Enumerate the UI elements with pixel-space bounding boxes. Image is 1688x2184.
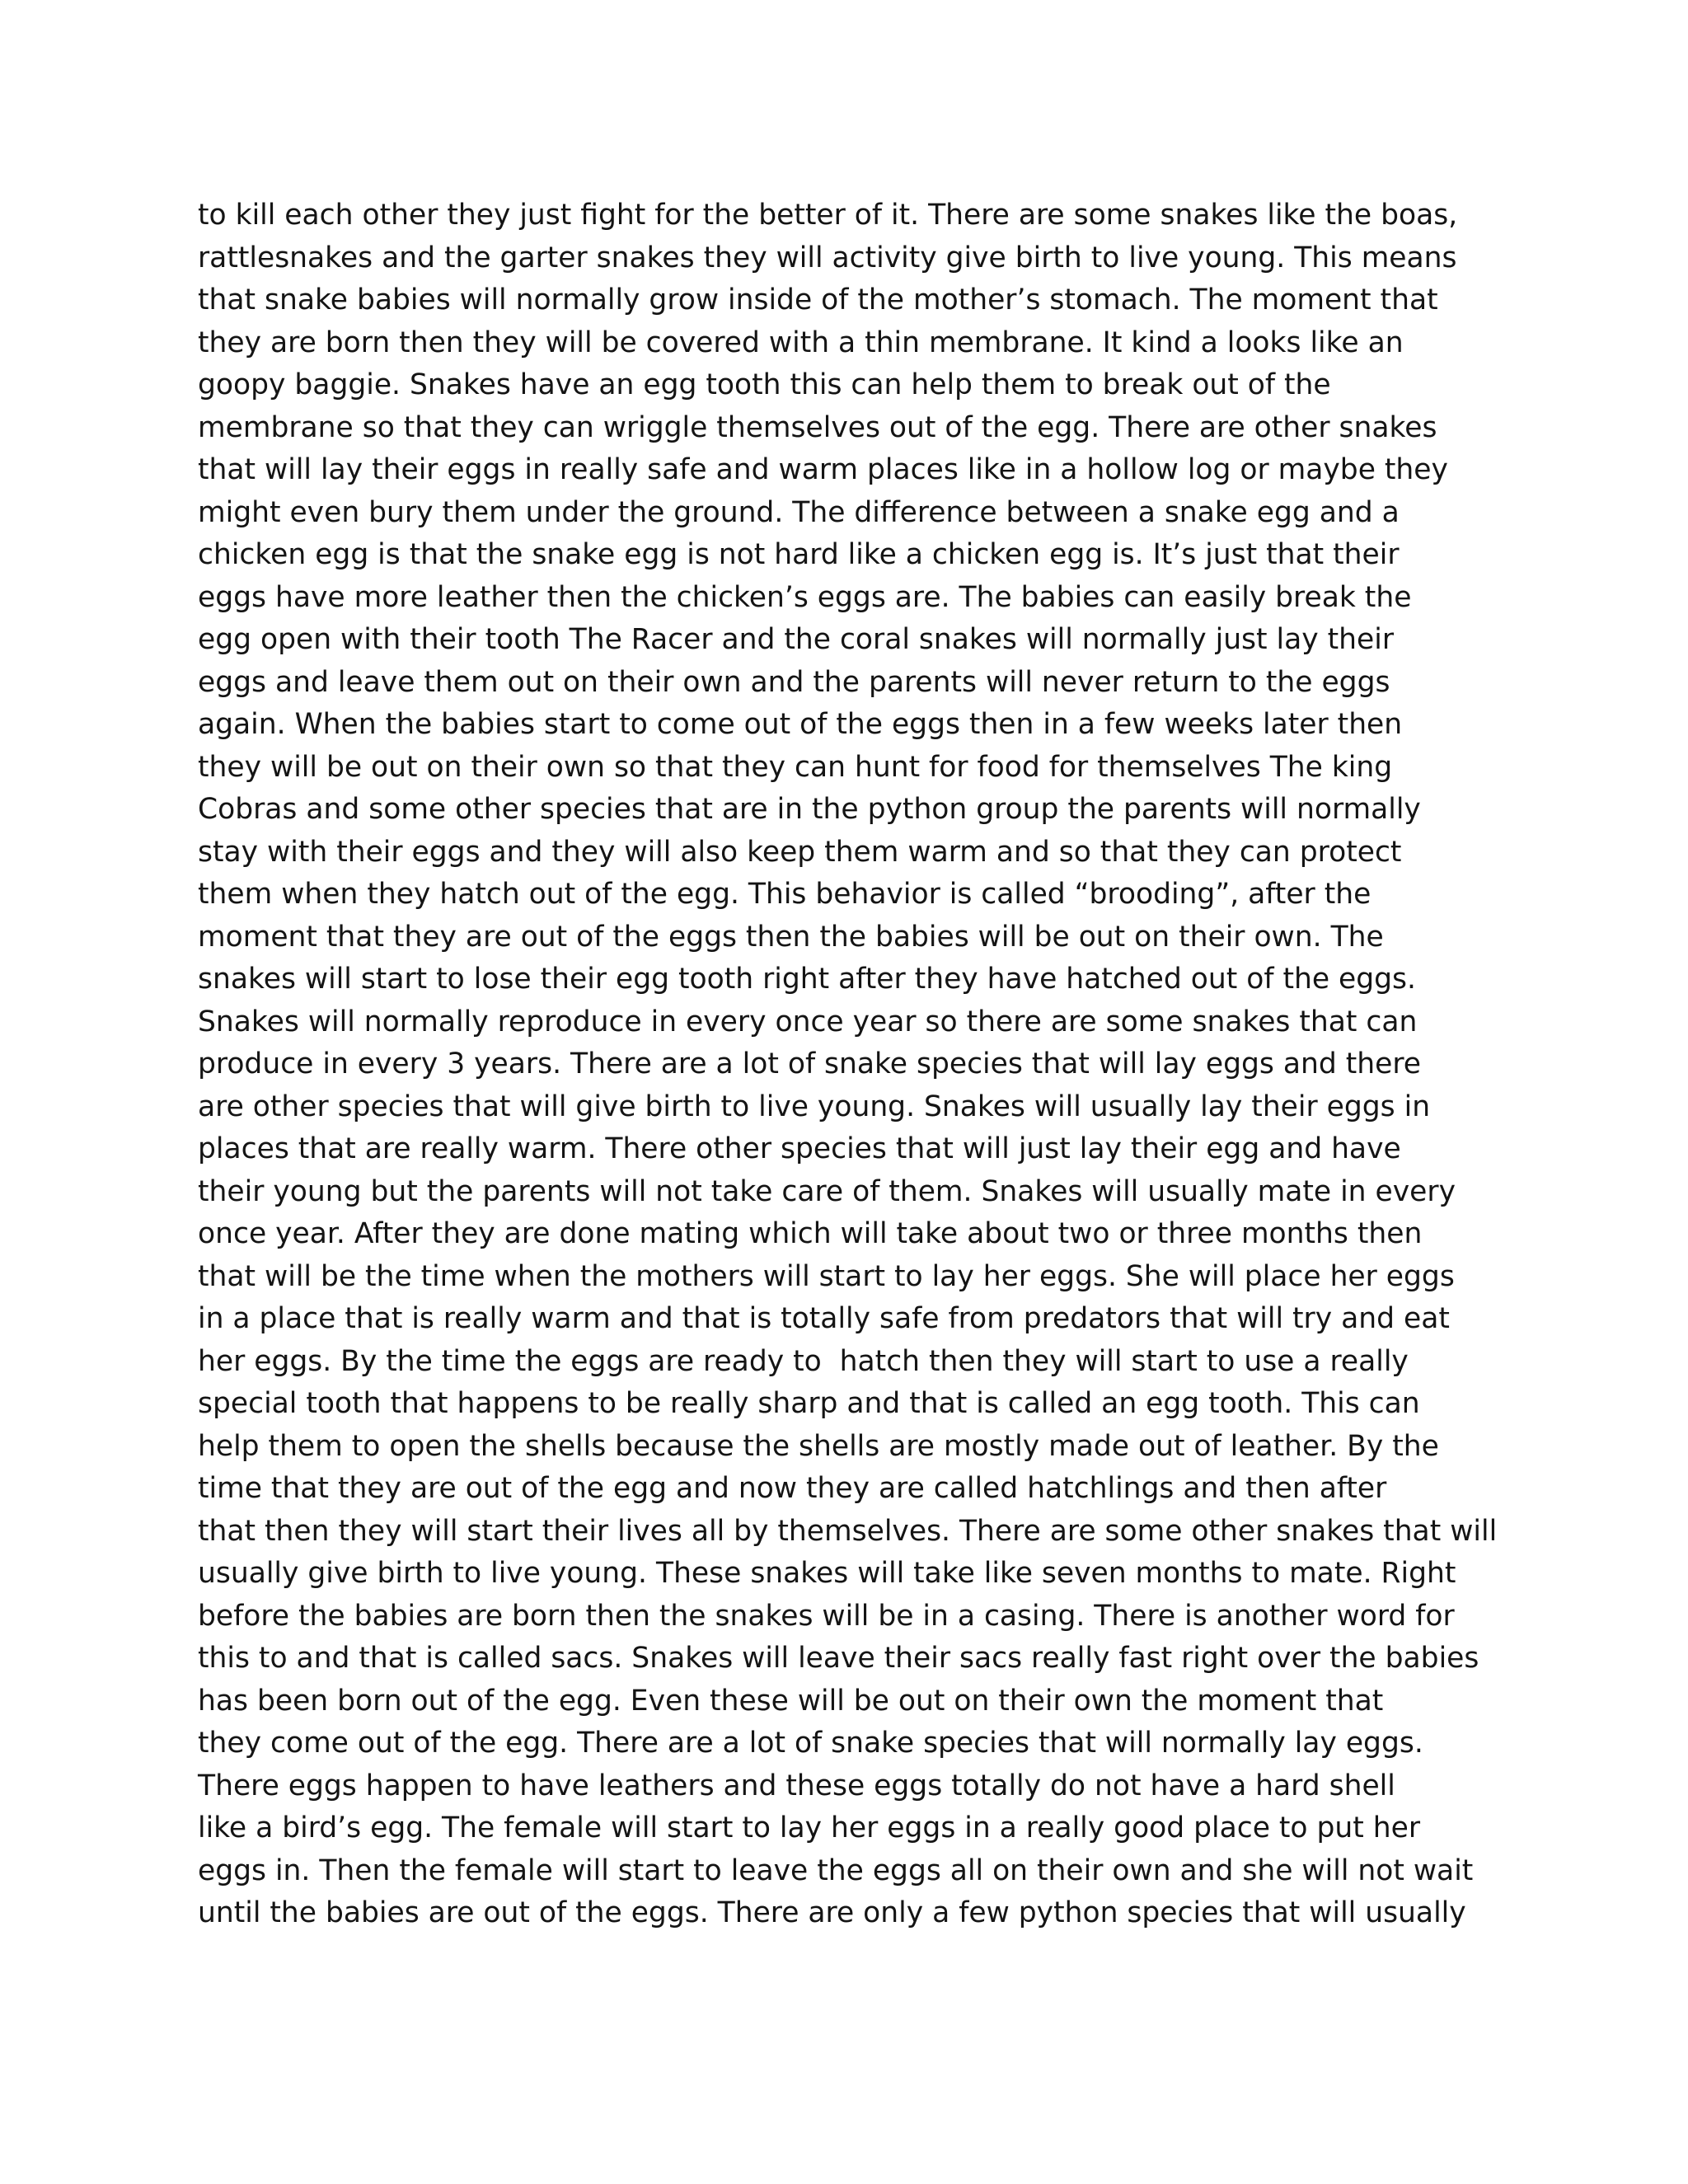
text-line: in a place that is really warm and that is totally safe from predators that will try and eat [198,1302,1450,1335]
text-line: to kill each other they just fight for the better of it. There are some snakes like the boas, [198,199,1458,232]
text-line: once year. After they are done mating which will take about two or three months then [198,1217,1423,1250]
text-line: their young but the parents will not take care of them. Snakes will usually mate in every [198,1174,1456,1208]
text-line: that will lay their eggs in really safe and warm places like in a hollow log or maybe they [198,453,1448,486]
text-line: special tooth that happens to be really sharp and that is called an egg tooth. This can [198,1387,1420,1420]
text-line: goopy baggie. Snakes have an egg tooth this can help them to break out of the [198,368,1331,401]
text-line: membrane so that they can wriggle themselves out of the egg. There are other snakes [198,410,1437,444]
text-line: Cobras and some other species that are in the python group the parents will normally [198,793,1421,826]
text-line: snakes will start to lose their egg tooth right after they have hatched out of the eggs. [198,963,1416,996]
text-line: has been born out of the egg. Even these will be out on their own the moment that [198,1684,1384,1718]
text-line: stay with their eggs and they will also keep them warm and so that they can protect [198,835,1402,869]
text-line: help them to open the shells because the shells are mostly made out of leather. By the [198,1429,1439,1463]
text-line: produce in every 3 years. There are a lot of snake species that will lay eggs and there [198,1047,1421,1080]
text-line: until the babies are out of the eggs. There are only a few python species that will usually [198,1896,1466,1929]
text-line: time that they are out of the egg and now they are called hatchlings and then after [198,1472,1387,1505]
text-line: they come out of the egg. There are a lot of snake species that will normally lay eggs. [198,1727,1423,1760]
text-line: like a bird’s egg. The female will start to lay her eggs in a really good place to put her [198,1811,1421,1844]
text-line: chicken egg is that the snake egg is not hard like a chicken egg is. It’s just that their [198,538,1400,571]
text-line: Snakes will normally reproduce in every once year so there are some snakes that can [198,1005,1418,1038]
text-line: eggs in. Then the female will start to leave the eggs all on their own and she will not wait [198,1854,1474,1887]
text-line: usually give birth to live young. These snakes will take like seven months to mate. Right [198,1557,1456,1590]
text-line: places that are really warm. There other species that will just lay their egg and have [198,1132,1401,1165]
text-line: before the babies are born then the snakes will be in a casing. There is another word for [198,1599,1455,1633]
text-line: There eggs happen to have leathers and these eggs totally do not have a hard shell [198,1769,1395,1802]
text-line: eggs have more leather then the chicken’s eggs are. The babies can easily break the [198,580,1412,614]
text-line: that will be the time when the mothers will start to lay her eggs. She will place her eggs [198,1259,1455,1293]
text-line: again. When the babies start to come out of the eggs then in a few weeks later then [198,708,1403,741]
text-line: are other species that will give birth to live young. Snakes will usually lay their eggs in [198,1090,1431,1123]
text-line: moment that they are out of the eggs then the babies will be out on their own. The [198,920,1384,954]
text-line: they are born then they will be covered with a thin membrane. It kind a looks like an [198,326,1404,359]
text-line: them when they hatch out of the egg. This behavior is called “brooding”, after the [198,878,1372,911]
text-line: egg open with their tooth The Racer and the coral snakes will normally just lay their [198,623,1395,656]
text-line: that then they will start their lives all by themselves. There are some other snakes that will [198,1514,1498,1548]
text-line: that snake babies will normally grow inside of the mother’s stomach. The moment that [198,284,1438,316]
text-line: they will be out on their own so that they can hunt for food for themselves The king [198,750,1393,784]
text-line: eggs and leave them out on their own and the parents will never return to the eggs [198,665,1390,699]
text-line: rattlesnakes and the garter snakes they will activity give birth to live young. This means [198,241,1457,274]
body-text [198,194,1533,1935]
text-line: this to and that is called sacs. Snakes will leave their sacs really fast right over the babies [198,1642,1479,1675]
text-line: might even bury them under the ground. The difference between a snake egg and a [198,495,1400,529]
text-line: her eggs. By the time the eggs are ready to hatch then they will start to use a really [198,1344,1409,1378]
